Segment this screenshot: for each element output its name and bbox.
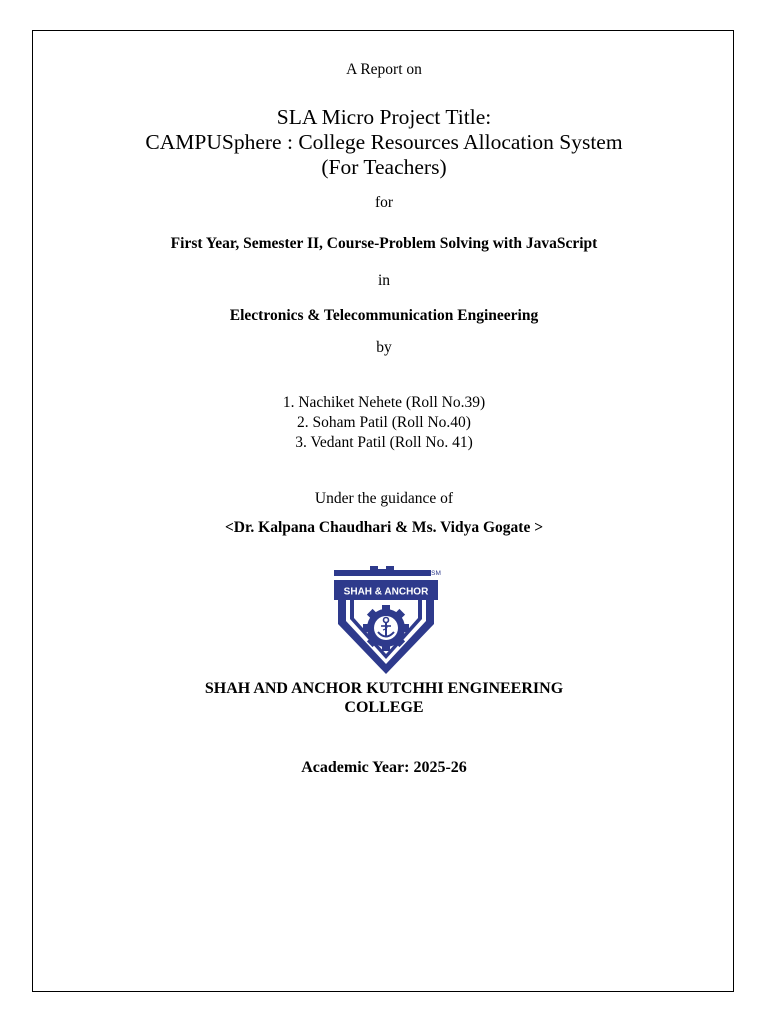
course-line: First Year, Semester II, Course-Problem Solving with JavaScript xyxy=(170,235,598,252)
guides-line: <Dr. Kalpana Chaudhari & Ms. Vidya Gogate > xyxy=(224,519,544,536)
by-text: by xyxy=(376,339,392,356)
logo-banner-text: SHAH & ANCHOR xyxy=(343,586,429,598)
guidance-label: Under the guidance of xyxy=(314,490,454,507)
department-line: Electronics & Telecommunication Engineering xyxy=(229,307,539,324)
for-text: for xyxy=(374,194,394,211)
in-text: in xyxy=(377,272,391,289)
report-intro: A Report on xyxy=(346,61,422,78)
author-item: 2. Soham Patil (Roll No.40) xyxy=(297,414,471,431)
title-line-3: (For Teachers) xyxy=(321,155,447,179)
author-item: 1. Nachiket Nehete (Roll No.39) xyxy=(282,394,486,411)
college-logo-svg xyxy=(332,566,444,676)
college-name-line-2: COLLEGE xyxy=(344,699,424,716)
logo-sm-mark: SM xyxy=(431,570,441,577)
college-name-line-1: SHAH AND ANCHOR KUTCHHI ENGINEERING xyxy=(204,680,564,697)
title-line-1: SLA Micro Project Title: xyxy=(276,105,492,129)
author-list xyxy=(0,393,768,453)
author-item: 3. Vedant Patil (Roll No. 41) xyxy=(295,434,473,451)
academic-year: Academic Year: 2025-26 xyxy=(301,759,467,776)
title-line-2: CAMPUSphere : College Resources Allocation System xyxy=(145,130,623,154)
college-logo xyxy=(332,566,444,676)
